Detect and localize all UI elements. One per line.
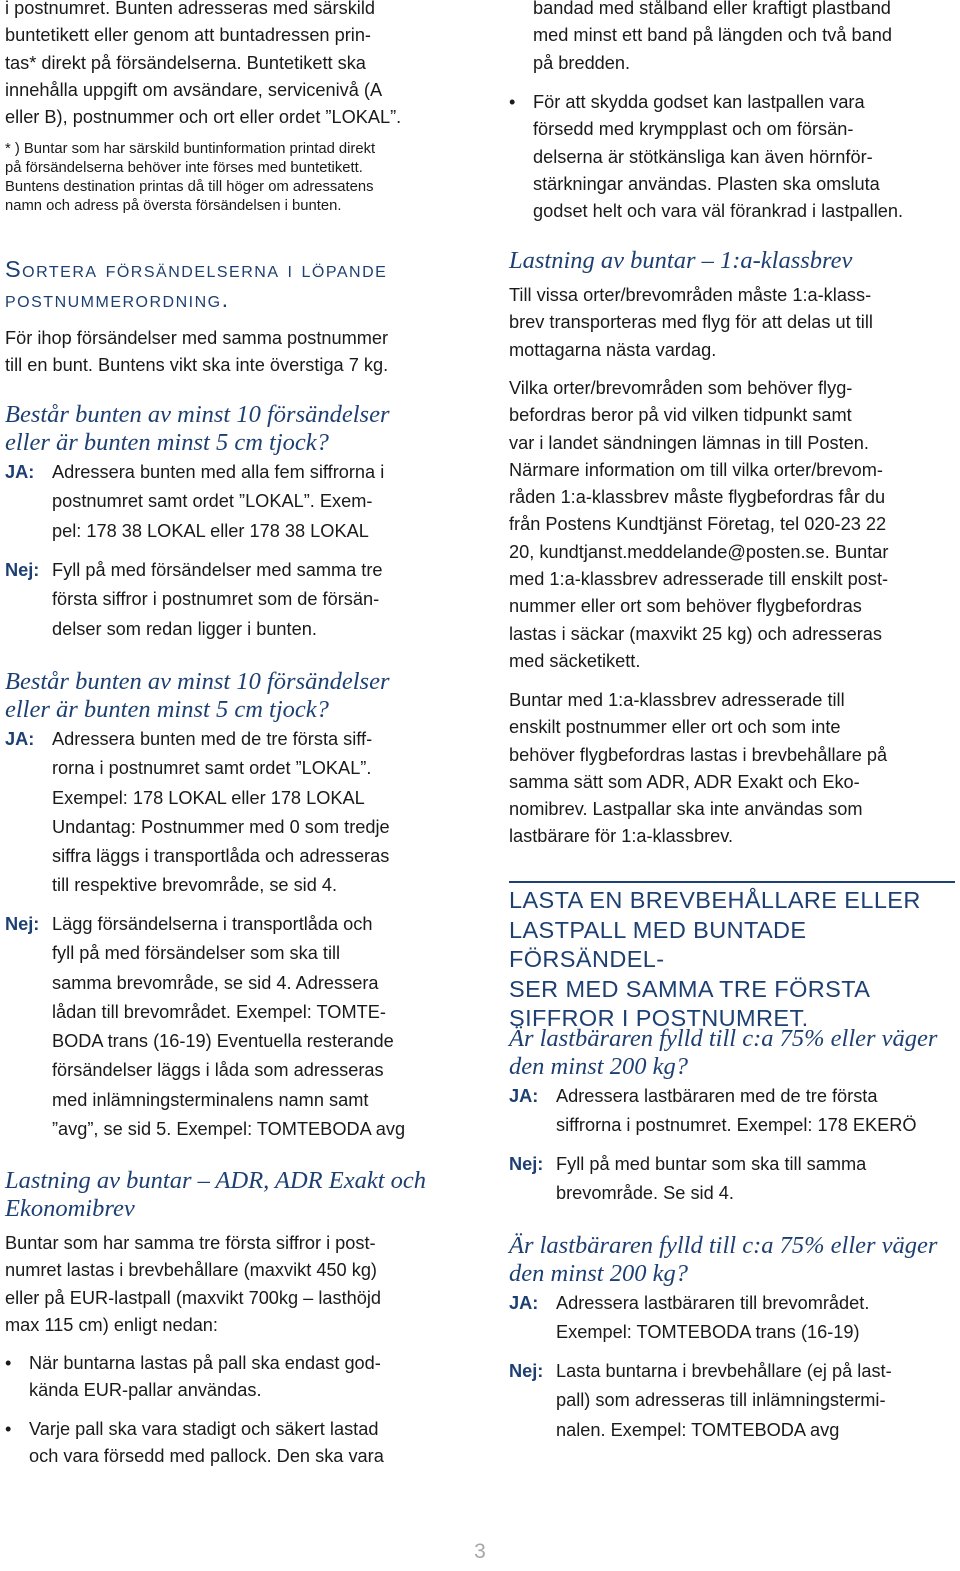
question-heading-2 [5,668,453,723]
text-line: BODA trans (16-19) Eventuella resterande [52,1031,394,1052]
heading-line: den minst 200 kg? [509,1052,688,1080]
text-line: från Postens Kundtjänst Företag, tel 020-23 22 [509,514,887,535]
text-line: Varje pall ska vara stadigt och säkert lastad [29,1419,379,1439]
text-line: på bredden. [533,52,631,73]
answer-nej-3 [509,1150,960,1209]
heading-line: Lastning av buntar – 1:a-klassbrev [509,247,853,274]
text-line: lastas i säckar (maxvikt 25 kg) och adresseras [509,623,882,644]
text-line: 20, kundtjanst.meddelande@posten.se. Buntar [509,541,889,562]
text-line: lastbärare för 1:a-klassbrev. [509,826,734,847]
heading-line: Består bunten av minst 10 försändelser [5,668,390,695]
heading-line: den minst 200 kg? [509,1259,688,1287]
text-line: buntetikett eller genom att buntadressen prin- [5,25,371,46]
text-line: eller på EUR-lastpall (maxvikt 700kg – lasthöjd [5,1287,382,1308]
text-line: nummer eller ort som behöver flygbefordras [509,596,862,617]
answer-ja-2 [5,725,453,901]
nej-label: Nej: [509,1154,544,1174]
answer-nej-2 [5,910,453,1144]
text-line: var i landet sändningen lämnas in till Posten. [509,432,869,453]
text-line: med inlämningsterminalens namn samt [52,1089,369,1110]
klass-paragraph-3 [509,687,955,851]
heading-line: Ekonomibrev [5,1194,135,1222]
text-line: Lasta buntarna i brevbehållare (ej på last- [556,1361,892,1381]
text-line: Adressera lastbäraren med de tre första [556,1086,878,1106]
text-line: innehålla uppgift om avsändare, servicenivå (A [5,79,383,100]
text-line: stärkningar användas. Plasten ska omsluta [533,173,880,194]
section-heading-sortera [5,255,453,314]
text-line: nalen. Exempel: TOMTEBODA avg [556,1419,840,1440]
ja-label: JA: [509,1293,539,1313]
bullet-item [509,89,960,225]
text-line: behöver flygbefordras lastas i brevbehållare på [509,744,888,765]
text-line: ”avg”, se sid 5. Exempel: TOMTEBODA avg [52,1119,406,1140]
text-line: För ihop försändelser med samma postnummer [5,328,389,348]
klass-heading [509,247,955,275]
text-line: Vilka orter/brevområden som behöver flyg- [509,378,853,398]
text-line: Fyll på med buntar som ska till samma [556,1154,867,1174]
heading-line: Är lastbäraren fylld till c:a 75% eller väger [509,1232,938,1259]
answer-nej-4 [509,1357,960,1445]
text-line: rorna i postnumret samt ordet ”LOKAL”. [52,758,372,779]
text-line: med säcketikett. [509,650,641,671]
sortera-paragraph [5,325,453,380]
text-line: Lägg försändelserna i transportlåda och [52,914,373,934]
heading-line: eller är bunten minst 5 cm tjock? [5,428,329,456]
text-line: Exempel: TOMTEBODA trans (16-19) [556,1322,860,1343]
text-line: med 1:a-klassbrev adresserade till enskilt post- [509,569,889,590]
text-line: siffra läggs i transportlåda och adresseras [52,846,390,867]
heading-line: SER MED SAMMA TRE FÖRSTA [509,975,871,1002]
text-line: Närmare information om till vilka orter/brevom- [509,459,883,480]
text-line: befordras beror på vid vilken tidpunkt samt [509,405,852,426]
text-line: max 115 cm) enligt nedan: [5,1314,218,1335]
text-line: till en bunt. Buntens vikt ska inte överstiga 7 kg. [5,355,389,376]
heading-line: Lastning av buntar – ADR, ADR Exakt och [5,1167,426,1194]
text-line: brevområde. Se sid 4. [556,1183,734,1204]
text-line: på försändelserna behöver inte förses med buntetikett. [5,160,363,176]
text-line: samma sätt som ADR, ADR Exakt och Eko- [509,771,860,792]
answer-ja-4 [509,1289,960,1348]
text-line: Undantag: Postnummer med 0 som tredje [52,816,390,837]
bullet-dot: • [5,1419,12,1439]
text-line: bandad med stålband eller kraftigt plastband [533,0,891,18]
heading-line: Är lastbäraren fylld till c:a 75% eller väger [509,1025,938,1052]
text-line: brev transporteras med flyg för att delas ut till [509,312,873,333]
page-number: 3 [474,1540,486,1563]
text-line: Buntar med 1:a-klassbrev adresserade till [509,690,845,710]
ja-label: JA: [5,729,35,749]
text-line: namn och adress på översta försändelsen i bunten. [5,198,342,214]
text-line: mottagarna nästa vardag. [509,339,717,360]
text-line: tas* direkt på försändelserna. Buntetikett ska [5,52,366,73]
text-line: kända EUR-pallar användas. [29,1380,262,1401]
text-line: enskilt postnummer eller ort och som inte [509,717,841,738]
nej-label: Nej: [5,560,40,580]
klass-paragraph-1 [509,282,955,364]
text-line: Fyll på med försändelser med samma tre [52,560,383,580]
text-line: numret lastas i brevbehållare (maxvikt 450 kg) [5,1260,377,1281]
text-line: delserna är stötkänsliga kan även hörnför- [533,146,873,167]
text-line: Till vissa orter/brevområden måste 1:a-klass- [509,285,872,305]
bullet-item [5,1350,469,1405]
text-line: fyll på med försändelser som ska till [52,943,341,964]
bullet-dot: • [5,1353,12,1373]
klass-paragraph-2 [509,375,955,675]
text-line: godset helt och vara väl förankrad i lastpallen. [533,201,904,222]
text-line: första siffror i postnumret som de försän- [52,589,380,610]
text-line: lådan till brevområdet. Exempel: TOMTE- [52,1001,386,1022]
lastning-paragraph [5,1230,453,1339]
text-line: Adressera bunten med de tre första siff- [52,729,373,749]
text-line: För att skydda godset kan lastpallen vara [533,92,865,112]
heading-line: LASTA EN BREVBEHÅLLARE ELLER [509,887,921,913]
heading-line: Sortera försändelserna i löpande [5,256,388,282]
continued-bullet-text [533,0,955,77]
text-line: Buntar som har samma tre första siffror i post- [5,1233,376,1253]
heading-line: eller är bunten minst 5 cm tjock? [5,695,329,723]
text-line: eller B), postnummer och ort eller ordet ”LOKAL”. [5,107,402,128]
text-line: samma brevområde, se sid 4. Adressera [52,972,379,993]
lastning-heading [5,1167,453,1222]
text-line: Exempel: 178 LOKAL eller 178 LOKAL [52,787,365,808]
footnote [5,140,453,216]
text-line: delser som redan ligger i bunten. [52,618,317,639]
ja-label: JA: [5,462,35,482]
bullet-item [5,1416,469,1471]
question-heading-1 [5,401,453,456]
text-line: postnumret samt ordet ”LOKAL”. Exem- [52,491,373,512]
heading-line: Består bunten av minst 10 försändelser [5,401,390,428]
answer-ja-1 [5,458,453,546]
text-line: råden 1:a-klassbrev måste flygbefordras får du [509,487,886,508]
text-line: till respektive brevområde, se sid 4. [52,875,338,896]
text-line: * ) Buntar som har särskild buntinformation printad direkt [5,141,376,157]
text-line: med minst ett band på längden och två band [533,25,892,46]
ja-label: JA: [509,1086,539,1106]
text-line: pel: 178 38 LOKAL eller 178 38 LOKAL [52,520,369,541]
heading-line: SIFFROR I POSTNUMRET. [509,1005,809,1031]
text-line: i postnumret. Bunten adresseras med särskild [5,0,375,18]
text-line: och vara försedd med pallock. Den ska vara [29,1446,384,1467]
answer-ja-3 [509,1082,960,1141]
question-heading-4 [509,1232,955,1287]
text-line: pall) som adresseras till inlämningstermi- [556,1390,886,1411]
text-line: siffrorna i postnumret. Exempel: 178 EKERÖ [556,1115,917,1136]
text-line: försändelser läggs i låda som adresseras [52,1060,384,1081]
text-line: Adressera bunten med alla fem siffrorna i [52,462,385,482]
nej-label: Nej: [509,1361,544,1381]
text-line: nomibrev. Lastpallar ska inte användas som [509,799,863,820]
heading-line: LASTPALL MED BUNTADE FÖRSÄNDEL- [509,916,807,972]
bullet-dot: • [509,92,516,112]
lasta-section-heading [509,881,955,1034]
intro-paragraph [5,0,453,131]
text-line: Buntens destination printas då till höger om adressatens [5,179,374,195]
answer-nej-1 [5,556,453,644]
heading-line: postnummerordning. [5,285,230,312]
text-line: försedd med krympplast och om försän- [533,119,854,140]
question-heading-3 [509,1025,955,1080]
nej-label: Nej: [5,914,40,934]
text-line: När buntarna lastas på pall ska endast god- [29,1353,381,1373]
text-line: Adressera lastbäraren till brevområdet. [556,1293,870,1313]
